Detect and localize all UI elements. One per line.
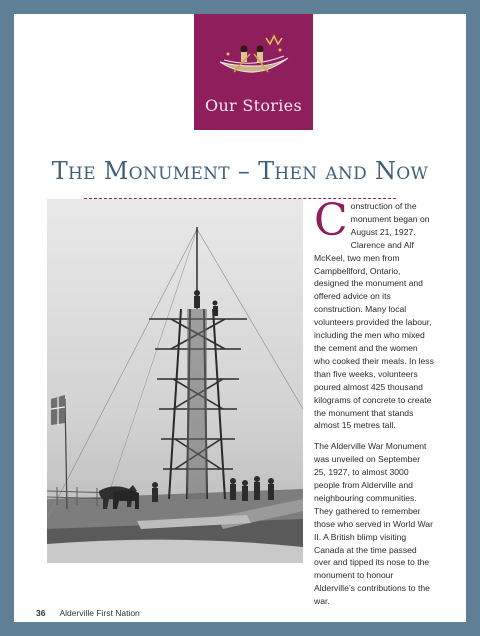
historical-photo <box>47 199 303 563</box>
page <box>14 14 466 622</box>
paragraph-1-text: onstruction of the monument began on August 21, 1927. Clarence and Alf McKeel, two men from Campbellford, Ontario, designed the monument and offered advice on its construction. Many local volunteers provided the labour, including the men who mixed the cement and the women who cooked their meals. In less than five weeks, volunteers poured almost 425 thousand kilograms of concrete to create the monument that stands almost 15 metres tall. <box>314 201 434 431</box>
article-title: The Monument – Then and Now <box>51 157 429 185</box>
drop-cap: C <box>314 195 348 246</box>
section-label: Our Stories <box>205 96 302 115</box>
canoe-logo-icon <box>214 32 294 84</box>
article-body <box>314 195 434 616</box>
section-tab <box>194 14 313 130</box>
monument-construction-image <box>47 199 303 563</box>
page-number: 36 <box>36 608 46 618</box>
page-footer <box>36 608 140 618</box>
paragraph-1 <box>314 195 434 432</box>
publication-name: Alderville First Nation <box>59 608 140 618</box>
paragraph-2: The Alderville War Monument was unveiled on September 25, 1927, to almost 3000 people from Alderville and neighbouring communities. They gathered to remember those who served in World War II. A British blimp visiting Canada at the time passed over and tipped its nose to the monument to honour Alderville’s contributions to the war. <box>314 441 433 607</box>
